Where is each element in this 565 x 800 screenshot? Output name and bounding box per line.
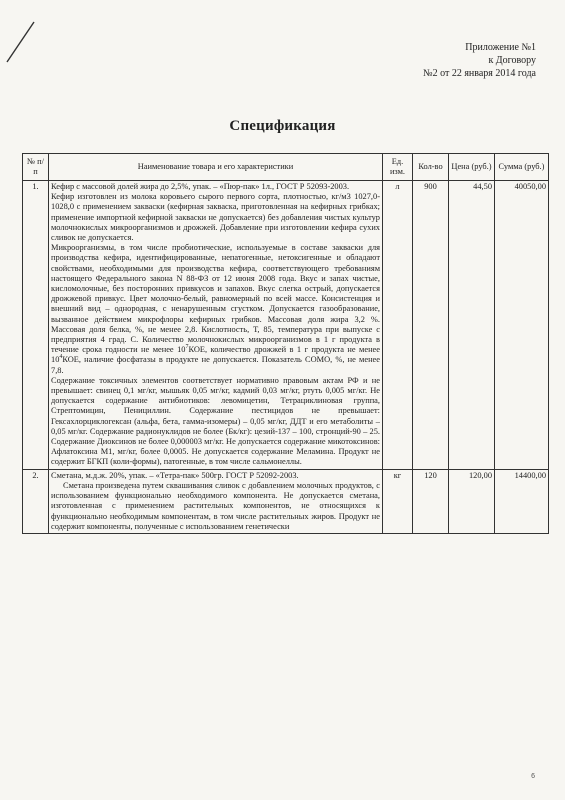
description-text: КОЕ, количество дрожжей в 1 г продукта не менее 10 (51, 345, 380, 365)
page-number: 6 (531, 773, 535, 780)
row-num: 2. (23, 469, 49, 533)
header-num: № п/п (23, 154, 49, 181)
annex-line-1: Приложение №1 (465, 42, 536, 53)
header-name: Наименование товара и его характеристики (49, 154, 383, 181)
product-description (49, 469, 383, 533)
description-paragraph (51, 243, 380, 376)
description-paragraph: Сметана произведена путем сквашивания сливок с добавлением молочных продуктов, с использованием функционально необходимого компонента. Не допускается сметана, изготовленная с применением растительных компонентов, не относящихся к функционально необходимым компонентам, в том числе растительных жиров. Продукт не содержит компоненты, полученные с использованием генетически (51, 480, 380, 531)
annex-reference (423, 41, 536, 80)
row-price: 120,00 (449, 469, 495, 533)
row-sum: 14400,00 (495, 469, 549, 533)
row-unit: кг (383, 469, 413, 533)
header-qty: Кол-во (413, 154, 449, 181)
header-sum: Сумма (руб.) (495, 154, 549, 181)
header-price: Цена (руб.) (449, 154, 495, 181)
header-unit: Ед. изм. (383, 154, 413, 181)
description-paragraph: Кефир изготовлен из молока коровьего сырого первого сорта, плотностью, кг/м3 1027,0-1028,0 с применением закваски (кефирная закваска, приготовленная на кефирных грибках; применение импортной кефирной закваски не допускается) без добавления чистых культур молочнокислых микроорганизмов и дрожжей. Добавление при изготовлении кефира сухих сливок не допускается. (51, 192, 380, 243)
annex-line-3: №2 от 22 января 2014 года (423, 68, 536, 79)
description-paragraph: Содержание токсичных элементов соответствует нормативно правовым актам РФ и не превышает: свинец 0,1 мг/кг, мышьяк 0,05 мг/кг, кадмий 0,03 мг/кг, ртуть 0,005 мг/кг. Не допускается содержание антибиотиков: левомицетин, Тетрациклиновая группа, Стрептомицин, Пенициллин. Содержание пестицидов не превышает: Гексахлорциклогексан (альфа, бета, гамма-изомеры) – 0,05 мг/кг, ДДТ и его метаболиты – 0,05 мг/кг. Содержание радионуклидов не более (Бк/кг): цезий-137 – 100, стронций-90 – 25. Содержание Диоксинов не более 0,000003 мг/кг. Не допускается содержание микотоксинов: Афлатоксина M1, мг/кг, более 0,0005. Не допускается содержание Меламина. Продукт не содержит БГКП (коли-формы), патогенные, в том числе сальмонеллы. (51, 375, 380, 467)
product-name: Сметана, м.д.ж. 20%, упак. – «Тетра-пак» 500гр. ГОСТ Р 52092-2003. (51, 470, 299, 480)
description-text: КОЕ, наличие фосфатазы в продукте не допускается. Показатель СОМО, %, не менее 7,8. (51, 355, 380, 375)
table-row (23, 469, 549, 533)
exponent: 4 (59, 354, 63, 361)
product-description (49, 181, 383, 470)
annex-line-2: к Договору (488, 55, 536, 66)
table-row (23, 181, 549, 470)
table-header-row (23, 154, 549, 181)
description-text: Микроорганизмы, в том числе пробиотические, используемые в составе закваски для производства кефира, идентифицированные, непатогенные, нетоксигенные и обладают свойствами, необходимыми для производства кефира, соответствующего требованиям настоящего Федерального закона N 88-ФЗ от 12 июня 2008 года. Вкус и запах чистые, кисломолочные, без посторонних привкусов и запахов. Вкус слегка острый, допускается дрожжевой привкус. Цвет молочно-белый, равномерный по всей массе. Консистенция и внешний вид – однородная, с ненарушенным сгустком. Допускается газообразование, вызванное действием микрофлоры кефирных грибков. Массовая доля жира 3,2 %. Массовая доля белка, %, не менее 2,8. Кислотность, Т, 85, температура при выпуске с предприятия 4 град. С. Количество молочнокислых микроорганизмов в 1 г продукта в течение срока годности не менее 10 (51, 243, 380, 355)
row-sum: 40050,00 (495, 181, 549, 470)
row-price: 44,50 (449, 181, 495, 470)
row-qty: 120 (413, 469, 449, 533)
product-name: Кефир с массовой долей жира до 2,5%, упак. – «Пюр-пак» 1л., ГОСТ Р 52093-2003. (51, 182, 350, 191)
document-title: Спецификация (229, 118, 336, 134)
scan-mark-line (0, 0, 60, 90)
row-num: 1. (23, 181, 49, 470)
row-qty: 900 (413, 181, 449, 470)
specification-table (22, 153, 549, 534)
exponent: 7 (185, 344, 189, 351)
row-unit: л (383, 181, 413, 470)
